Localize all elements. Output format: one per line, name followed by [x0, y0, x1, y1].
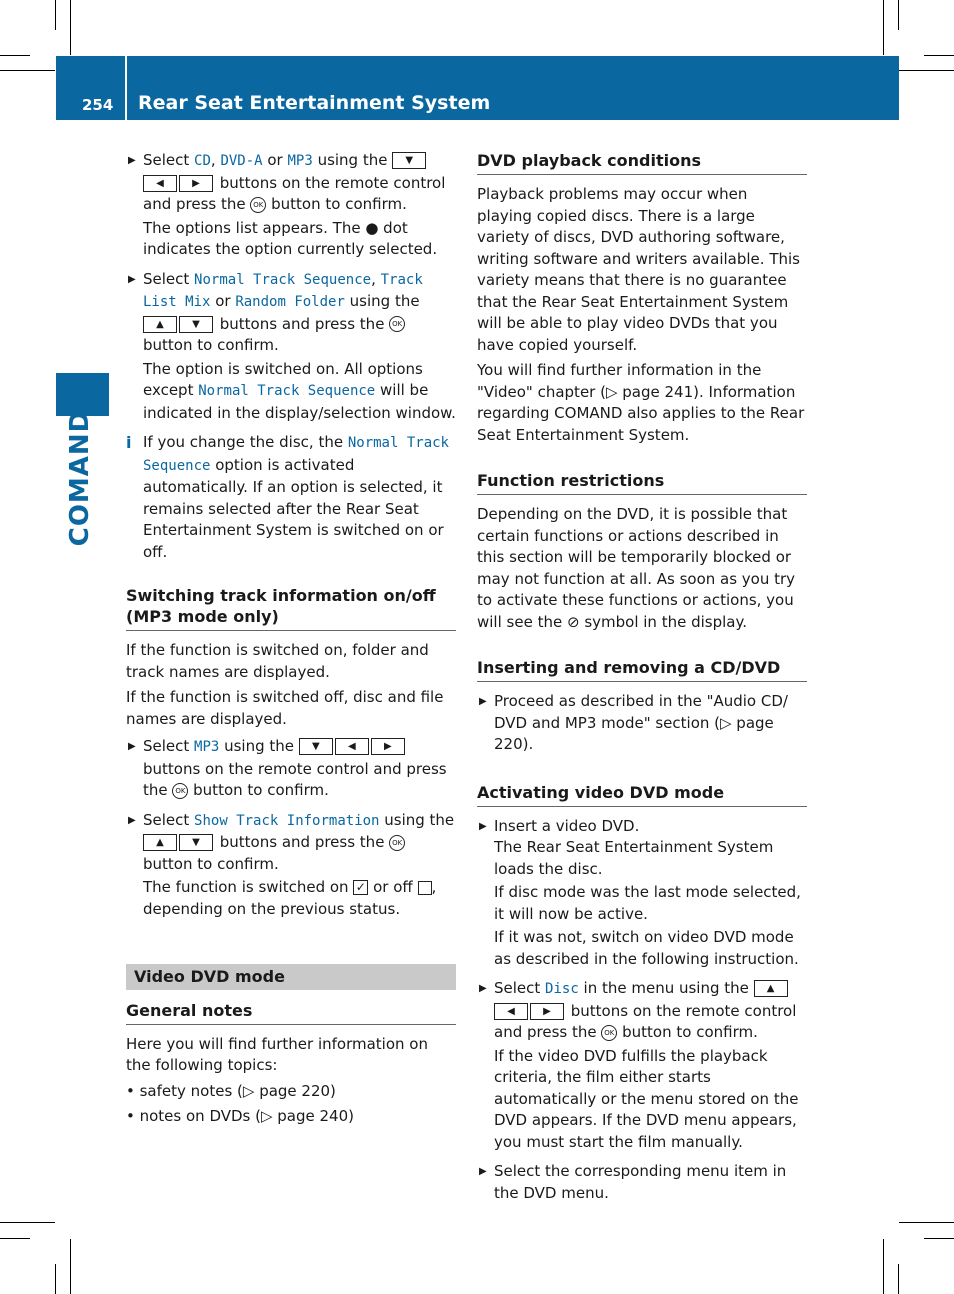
- page-header: [56, 56, 899, 120]
- step-result: The option is switched on. All options except Normal Track Sequence will be indicated in the display/selection window.: [143, 359, 456, 422]
- crop-mark: [899, 70, 954, 71]
- step-select-source: ▶ Select CD, DVD-A or MP3 using the ▼◀ ▶ buttons on the remote control and press the OK button to confirm. The options list appears. The ● dot indicates the option currently selected.: [126, 150, 456, 261]
- checkbox-unchecked-icon: [418, 881, 432, 895]
- step-arrow-icon: ▶: [128, 741, 136, 752]
- section-heading: Activating video DVD mode: [477, 782, 807, 807]
- step-arrow-icon: ▶: [128, 273, 136, 285]
- down-button-icon: ▼: [392, 152, 426, 169]
- step-arrow-icon: ▶: [128, 814, 136, 826]
- crop-mark: [924, 55, 954, 56]
- header-divider: [125, 56, 127, 120]
- step-result: The options list appears. The ● dot indicates the option currently selected.: [143, 218, 438, 258]
- ok-button-icon: OK: [389, 835, 405, 851]
- section-heading: DVD playback conditions: [477, 150, 807, 175]
- crop-mark: [0, 55, 30, 56]
- step-select-menu-item: ▶ Select the corresponding menu item in the DVD menu.: [479, 1162, 787, 1202]
- step-arrow-icon: ▶: [479, 1166, 487, 1177]
- crop-mark: [898, 0, 899, 30]
- crop-mark: [898, 1264, 899, 1294]
- section-heading: Inserting and removing a CD/DVD: [477, 657, 807, 682]
- step-select-mp3: ▶ Select MP3 using the ▼ ◀ ▶ buttons on the remote control and press the OK button to confirm.: [128, 737, 447, 799]
- crop-mark: [0, 1238, 30, 1239]
- right-button-icon: ▶: [371, 738, 405, 755]
- right-column: [477, 150, 807, 1212]
- blocked-symbol-icon: ⊘: [566, 612, 580, 631]
- paragraph: Playback problems may occur when playing copied discs. There is a large variety of discs, DVD authoring software, writing software and writers available. This variety means that there is no guarantee that the Rear Seat Entertainment System will be able to play video DVDs that you have copied yourself.: [477, 185, 800, 354]
- crop-mark: [70, 1239, 71, 1294]
- up-button-icon: ▲: [143, 316, 177, 333]
- crop-mark: [0, 1222, 55, 1223]
- left-button-icon: ◀: [143, 175, 177, 192]
- step-insert-dvd: ▶ Insert a video DVD. The Rear Seat Entertainment System loads the disc. If disc mode was the last mode selected, it will now be active. If it was not, switch on video DVD mode as described in the following instruction.: [479, 816, 801, 968]
- ok-button-icon: OK: [601, 1025, 617, 1041]
- down-button-icon: ▼: [179, 834, 213, 851]
- step-select-disc: ▶ Select Disc in the menu using the ▲◀ ▶ buttons on the remote control and press the OK button to confirm. If the video DVD fulfills the playback criteria, the film either starts automatically or the menu stored on the DVD appears. If the DVD menu appears, you must start the film manually.: [479, 979, 799, 1151]
- crop-mark: [924, 1238, 954, 1239]
- section-heading: General notes: [126, 1000, 456, 1025]
- side-label-text: COMAND: [65, 409, 95, 547]
- page-number: 254: [82, 96, 114, 114]
- ok-button-icon: OK: [172, 783, 188, 799]
- crop-mark: [883, 0, 884, 55]
- paragraph: If the function is switched on, folder and track names are displayed.: [126, 641, 429, 681]
- left-button-icon: ◀: [335, 738, 369, 755]
- paragraph: You will find further information in the "Video" chapter (▷ page 241). Information regarding COMAND also applies to the Rear Seat Entertainment System.: [477, 361, 805, 444]
- step-arrow-icon: ▶: [479, 983, 487, 994]
- ok-button-icon: OK: [250, 197, 266, 213]
- paragraph: Depending on the DVD, it is possible that certain functions or actions described in this section will be temporarily blocked or may not function at all. As soon as you try to activate these functions or actions, you will see the ⊘ symbol in the display.: [477, 505, 796, 631]
- checkbox-checked-icon: ✓: [353, 880, 368, 895]
- crop-mark: [70, 0, 71, 55]
- ok-button-icon: OK: [389, 316, 405, 332]
- crop-mark: [899, 1222, 954, 1223]
- paragraph: Here you will find further information on the following topics:: [126, 1034, 428, 1074]
- step-arrow-icon: ▶: [128, 155, 136, 166]
- info-note: i If you change the disc, the Normal Track Sequence option is activated automatically. If an option is selected, it remains selected after the Rear Seat Entertainment System is switched on or off.: [126, 433, 449, 561]
- section-heading: Function restrictions: [477, 470, 807, 495]
- info-icon: i: [126, 433, 132, 452]
- right-button-icon: ▶: [179, 175, 213, 192]
- right-button-icon: ▶: [530, 1003, 564, 1020]
- list-item: • notes on DVDs (▷ page 240): [126, 1107, 354, 1125]
- step-arrow-icon: ▶: [479, 820, 487, 832]
- list-item: • safety notes (▷ page 220): [126, 1081, 336, 1100]
- up-button-icon: ▲: [754, 980, 788, 997]
- left-button-icon: ◀: [494, 1003, 528, 1020]
- page-title: Rear Seat Entertainment System: [138, 92, 491, 114]
- up-button-icon: ▲: [143, 834, 177, 851]
- crop-mark: [55, 1264, 56, 1294]
- crop-mark: [883, 1239, 884, 1294]
- section-heading: Switching track information on/off (MP3 mode only): [126, 585, 456, 631]
- step-select-sequence: ▶ Select Normal Track Sequence, Track List Mix or Random Folder using the ▲ ▼ buttons and press the OK button to confirm. The option is switched on. All options except Normal Track Sequence will be indicated in the display/selection window.: [126, 269, 456, 425]
- step-proceed: ▶ Proceed as described in the "Audio CD/ DVD and MP3 mode" section (▷ page 220).: [479, 692, 788, 753]
- crop-mark: [0, 70, 55, 71]
- step-arrow-icon: ▶: [479, 696, 487, 707]
- crop-mark: [55, 0, 56, 30]
- paragraph: If the function is switched off, disc and file names are displayed.: [126, 688, 444, 728]
- chapter-bar: Video DVD mode: [126, 964, 456, 990]
- down-button-icon: ▼: [179, 316, 213, 333]
- left-column: [126, 150, 456, 1132]
- step-show-track-info: ▶ Select Show Track Information using the ▲ ▼ buttons and press the OK button to confirm. The function is switched on ✓ or off , depending on the previous status.: [128, 810, 455, 918]
- down-button-icon: ▼: [299, 738, 333, 755]
